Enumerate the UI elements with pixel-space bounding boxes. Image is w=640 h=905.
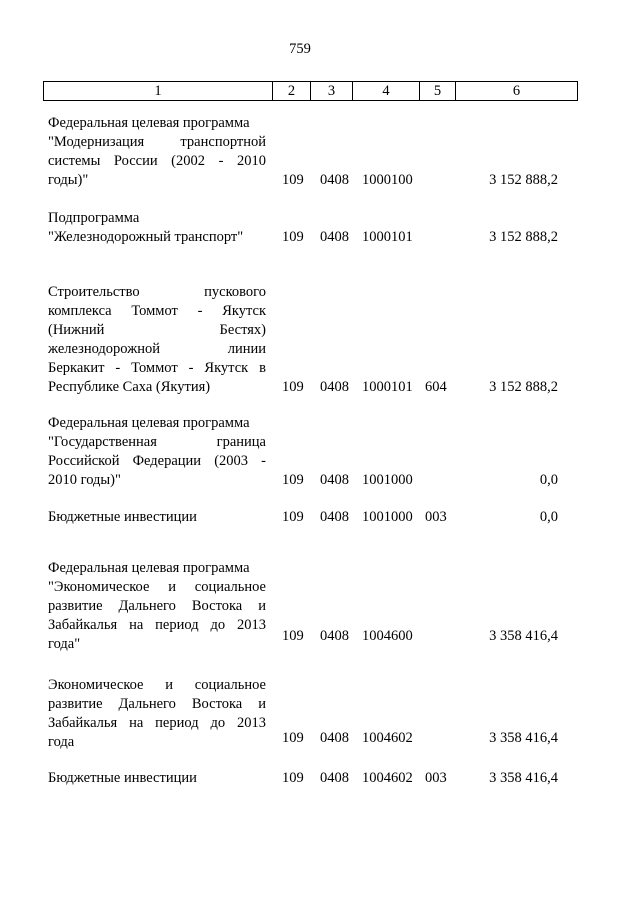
description-line: "Экономическое и социальное bbox=[48, 579, 266, 595]
cell-section-code: 0408 bbox=[320, 472, 349, 488]
cell-target-code: 1004602 bbox=[362, 730, 413, 746]
cell-target-code: 1004600 bbox=[362, 628, 413, 644]
description-line: Забайкалья на период до 2013 bbox=[48, 715, 266, 731]
description-line: "Модернизация транспортной bbox=[48, 134, 266, 150]
description-line: Российской Федерации (2003 - bbox=[48, 453, 266, 469]
column-header-6: 6 bbox=[512, 83, 521, 99]
row-description bbox=[48, 676, 266, 752]
cell-amount: 3 358 416,4 bbox=[489, 770, 558, 786]
description-line: Подпрограмма bbox=[48, 210, 140, 226]
cell-ministry-code: 109 bbox=[282, 472, 304, 488]
cell-target-code: 1000101 bbox=[362, 229, 413, 245]
row-description bbox=[48, 209, 266, 247]
cell-amount: 3 358 416,4 bbox=[489, 628, 558, 644]
description-line: Бюджетные инвестиции bbox=[48, 509, 197, 525]
description-line: Республике Саха (Якутия) bbox=[48, 379, 211, 395]
cell-target-code: 1001000 bbox=[362, 472, 413, 488]
description-line: развитие Дальнего Востока и bbox=[48, 598, 266, 614]
row-description bbox=[48, 414, 266, 490]
description-line: года" bbox=[48, 636, 81, 652]
cell-ministry-code: 109 bbox=[282, 379, 304, 395]
description-line: железнодорожной линии bbox=[48, 341, 266, 357]
cell-expense-type: 003 bbox=[425, 770, 447, 786]
description-line: года bbox=[48, 734, 75, 750]
column-header-3: 3 bbox=[311, 82, 353, 100]
cell-section-code: 0408 bbox=[320, 172, 349, 188]
description-line: годы)" bbox=[48, 172, 89, 188]
cell-section-code: 0408 bbox=[320, 628, 349, 644]
description-line: Экономическое и социальное bbox=[48, 677, 266, 693]
description-line: "Железнодорожный транспорт" bbox=[48, 229, 244, 245]
row-description bbox=[48, 283, 266, 397]
description-line: комплекса Томмот - Якутск bbox=[48, 303, 266, 319]
row-description bbox=[48, 769, 266, 788]
cell-expense-type: 604 bbox=[425, 379, 447, 395]
cell-amount: 3 152 888,2 bbox=[489, 229, 558, 245]
column-header-5: 5 bbox=[420, 82, 456, 100]
description-line: Забайкалья на период до 2013 bbox=[48, 617, 266, 633]
cell-ministry-code: 109 bbox=[282, 628, 304, 644]
cell-ministry-code: 109 bbox=[282, 730, 304, 746]
cell-target-code: 1000101 bbox=[362, 379, 413, 395]
description-line: "Государственная граница bbox=[48, 434, 266, 450]
cell-ministry-code: 109 bbox=[282, 172, 304, 188]
cell-amount: 3 152 888,2 bbox=[489, 172, 558, 188]
table-header-row bbox=[43, 81, 578, 101]
cell-amount: 3 152 888,2 bbox=[489, 379, 558, 395]
description-line: (Нижний Бестях) bbox=[48, 322, 266, 338]
cell-section-code: 0408 bbox=[320, 770, 349, 786]
description-line: Строительство пускового bbox=[48, 284, 266, 300]
cell-section-code: 0408 bbox=[320, 379, 349, 395]
cell-target-code: 1001000 bbox=[362, 509, 413, 525]
cell-section-code: 0408 bbox=[320, 509, 349, 525]
description-line: системы России (2002 - 2010 bbox=[48, 153, 266, 169]
cell-ministry-code: 109 bbox=[282, 770, 304, 786]
description-line: Федеральная целевая программа bbox=[48, 115, 250, 131]
description-line: Бюджетные инвестиции bbox=[48, 770, 197, 786]
description-line: развитие Дальнего Востока и bbox=[48, 696, 266, 712]
description-line: Беркакит - Томмот - Якутск в bbox=[48, 360, 266, 376]
cell-amount: 0,0 bbox=[539, 472, 558, 488]
cell-section-code: 0408 bbox=[320, 229, 349, 245]
cell-ministry-code: 109 bbox=[282, 509, 304, 525]
description-line: Федеральная целевая программа bbox=[48, 560, 250, 576]
column-header-4: 4 bbox=[353, 82, 420, 100]
row-description bbox=[48, 114, 266, 190]
cell-target-code: 1004602 bbox=[362, 770, 413, 786]
row-description bbox=[48, 508, 266, 527]
cell-amount: 3 358 416,4 bbox=[489, 730, 558, 746]
page-number: 759 bbox=[289, 41, 311, 57]
row-description bbox=[48, 559, 266, 654]
column-header-1: 1 bbox=[44, 82, 273, 100]
cell-expense-type: 003 bbox=[425, 509, 447, 525]
cell-section-code: 0408 bbox=[320, 730, 349, 746]
column-header-2: 2 bbox=[273, 82, 311, 100]
cell-ministry-code: 109 bbox=[282, 229, 304, 245]
cell-amount: 0,0 bbox=[539, 509, 558, 525]
description-line: 2010 годы)" bbox=[48, 472, 121, 488]
description-line: Федеральная целевая программа bbox=[48, 415, 250, 431]
cell-target-code: 1000100 bbox=[362, 172, 413, 188]
